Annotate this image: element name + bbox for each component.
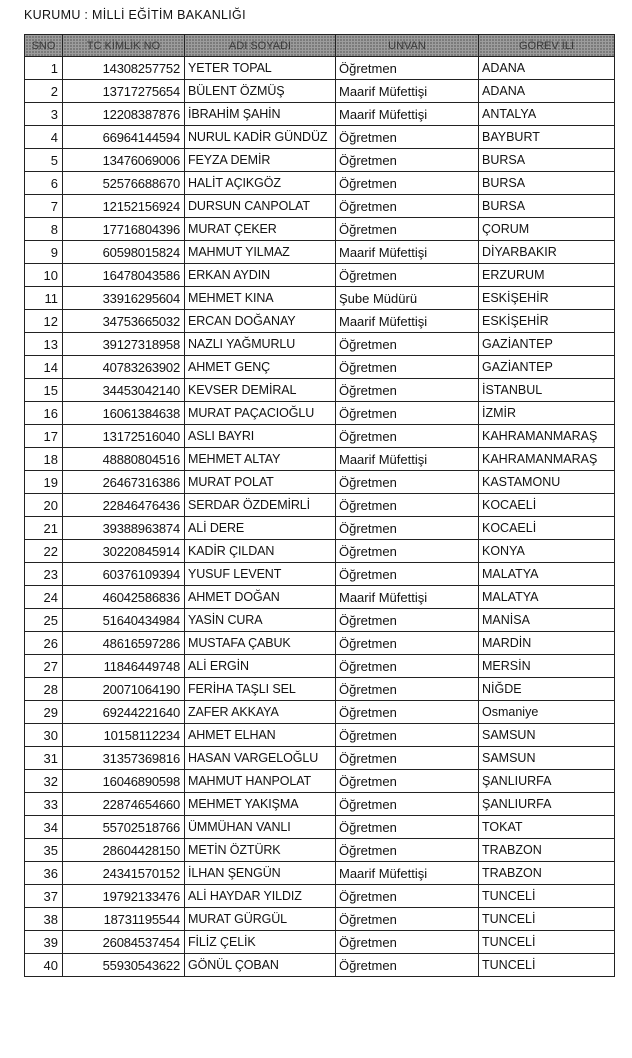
row-title: Öğretmen	[336, 954, 479, 977]
personnel-table	[24, 34, 615, 977]
row-title: Öğretmen	[336, 678, 479, 701]
row-province: BAYBURT	[479, 126, 615, 149]
row-full-name: MURAT PAÇACIOĞLU	[185, 402, 336, 425]
row-title: Öğretmen	[336, 218, 479, 241]
row-sno: 34	[25, 816, 63, 839]
row-province: NİĞDE	[479, 678, 615, 701]
row-full-name: METİN ÖZTÜRK	[185, 839, 336, 862]
row-full-name: FERİHA TAŞLI SEL	[185, 678, 336, 701]
row-province: KOCAELİ	[479, 517, 615, 540]
row-tc-no: 48616597286	[63, 632, 185, 655]
row-full-name: FİLİZ ÇELİK	[185, 931, 336, 954]
row-title: Öğretmen	[336, 494, 479, 517]
row-sno: 13	[25, 333, 63, 356]
table-row	[25, 57, 615, 80]
row-province: GAZİANTEP	[479, 356, 615, 379]
row-title: Öğretmen	[336, 839, 479, 862]
table-row	[25, 448, 615, 471]
row-province: TUNCELİ	[479, 885, 615, 908]
row-province: ADANA	[479, 57, 615, 80]
table-row	[25, 908, 615, 931]
table-row	[25, 770, 615, 793]
table-row	[25, 747, 615, 770]
row-title: Şube Müdürü	[336, 287, 479, 310]
table-row	[25, 195, 615, 218]
row-full-name: AHMET ELHAN	[185, 724, 336, 747]
header-province: GÖREV İLİ	[479, 35, 615, 57]
row-province: MERSİN	[479, 655, 615, 678]
row-tc-no: 16061384638	[63, 402, 185, 425]
row-province: ANTALYA	[479, 103, 615, 126]
row-tc-no: 13172516040	[63, 425, 185, 448]
row-full-name: DURSUN CANPOLAT	[185, 195, 336, 218]
row-province: ADANA	[479, 80, 615, 103]
table-row	[25, 471, 615, 494]
row-sno: 5	[25, 149, 63, 172]
row-province: SAMSUN	[479, 747, 615, 770]
table-row	[25, 310, 615, 333]
table-row	[25, 678, 615, 701]
row-province: KONYA	[479, 540, 615, 563]
row-sno: 32	[25, 770, 63, 793]
row-title: Öğretmen	[336, 747, 479, 770]
row-title: Öğretmen	[336, 701, 479, 724]
row-full-name: ASLI BAYRI	[185, 425, 336, 448]
row-full-name: AHMET DOĞAN	[185, 586, 336, 609]
header-tc-no: TC KİMLİK NO	[63, 35, 185, 57]
row-province: İZMİR	[479, 402, 615, 425]
row-tc-no: 34453042140	[63, 379, 185, 402]
row-province: TRABZON	[479, 839, 615, 862]
row-tc-no: 19792133476	[63, 885, 185, 908]
row-sno: 20	[25, 494, 63, 517]
table-row	[25, 954, 615, 977]
row-full-name: KEVSER DEMİRAL	[185, 379, 336, 402]
row-title: Öğretmen	[336, 816, 479, 839]
row-tc-no: 18731195544	[63, 908, 185, 931]
row-full-name: MEHMET ALTAY	[185, 448, 336, 471]
row-sno: 36	[25, 862, 63, 885]
row-tc-no: 52576688670	[63, 172, 185, 195]
row-full-name: MAHMUT YILMAZ	[185, 241, 336, 264]
row-sno: 40	[25, 954, 63, 977]
row-tc-no: 46042586836	[63, 586, 185, 609]
row-sno: 39	[25, 931, 63, 954]
row-province: BURSA	[479, 172, 615, 195]
row-sno: 11	[25, 287, 63, 310]
row-full-name: MEHMET KINA	[185, 287, 336, 310]
row-sno: 2	[25, 80, 63, 103]
row-sno: 25	[25, 609, 63, 632]
table-row	[25, 287, 615, 310]
table-row	[25, 218, 615, 241]
row-sno: 26	[25, 632, 63, 655]
row-full-name: YASİN CURA	[185, 609, 336, 632]
table-row	[25, 333, 615, 356]
row-province: BURSA	[479, 195, 615, 218]
row-full-name: MEHMET YAKIŞMA	[185, 793, 336, 816]
row-province: TUNCELİ	[479, 931, 615, 954]
row-province: MARDİN	[479, 632, 615, 655]
row-province: ŞANLIURFA	[479, 793, 615, 816]
row-sno: 38	[25, 908, 63, 931]
row-sno: 9	[25, 241, 63, 264]
row-sno: 19	[25, 471, 63, 494]
row-tc-no: 40783263902	[63, 356, 185, 379]
table-row	[25, 149, 615, 172]
table-row	[25, 931, 615, 954]
row-province: DİYARBAKIR	[479, 241, 615, 264]
row-tc-no: 55702518766	[63, 816, 185, 839]
table-row	[25, 724, 615, 747]
table-row	[25, 379, 615, 402]
row-sno: 24	[25, 586, 63, 609]
row-full-name: MURAT ÇEKER	[185, 218, 336, 241]
table-row	[25, 356, 615, 379]
table-row	[25, 885, 615, 908]
table-row	[25, 425, 615, 448]
row-title: Öğretmen	[336, 471, 479, 494]
row-province: TRABZON	[479, 862, 615, 885]
row-sno: 33	[25, 793, 63, 816]
row-sno: 3	[25, 103, 63, 126]
header-row	[25, 35, 615, 57]
row-title: Öğretmen	[336, 655, 479, 678]
table-row	[25, 402, 615, 425]
row-title: Öğretmen	[336, 402, 479, 425]
row-province: ERZURUM	[479, 264, 615, 287]
row-title: Öğretmen	[336, 540, 479, 563]
row-full-name: GÖNÜL ÇOBAN	[185, 954, 336, 977]
row-sno: 28	[25, 678, 63, 701]
row-full-name: YUSUF LEVENT	[185, 563, 336, 586]
row-province: GAZİANTEP	[479, 333, 615, 356]
row-full-name: ZAFER AKKAYA	[185, 701, 336, 724]
row-title: Öğretmen	[336, 793, 479, 816]
table-row	[25, 793, 615, 816]
row-title: Maarif Müfettişi	[336, 448, 479, 471]
row-tc-no: 17716804396	[63, 218, 185, 241]
table-row	[25, 264, 615, 287]
row-province: BURSA	[479, 149, 615, 172]
table-row	[25, 816, 615, 839]
row-sno: 14	[25, 356, 63, 379]
row-sno: 12	[25, 310, 63, 333]
row-title: Öğretmen	[336, 885, 479, 908]
row-tc-no: 24341570152	[63, 862, 185, 885]
row-sno: 31	[25, 747, 63, 770]
row-sno: 37	[25, 885, 63, 908]
row-province: KAHRAMANMARAŞ	[479, 425, 615, 448]
row-title: Maarif Müfettişi	[336, 586, 479, 609]
row-title: Öğretmen	[336, 264, 479, 287]
row-full-name: ERCAN DOĞANAY	[185, 310, 336, 333]
row-title: Öğretmen	[336, 908, 479, 931]
row-full-name: İBRAHİM ŞAHİN	[185, 103, 336, 126]
row-tc-no: 12208387876	[63, 103, 185, 126]
table-row	[25, 655, 615, 678]
row-province: SAMSUN	[479, 724, 615, 747]
table-row	[25, 80, 615, 103]
row-tc-no: 39127318958	[63, 333, 185, 356]
row-full-name: KADİR ÇILDAN	[185, 540, 336, 563]
row-title: Öğretmen	[336, 563, 479, 586]
row-province: TUNCELİ	[479, 908, 615, 931]
table-row	[25, 241, 615, 264]
row-full-name: AHMET GENÇ	[185, 356, 336, 379]
table-row	[25, 701, 615, 724]
row-title: Öğretmen	[336, 356, 479, 379]
row-full-name: HASAN VARGELOĞLU	[185, 747, 336, 770]
row-sno: 8	[25, 218, 63, 241]
row-full-name: NAZLI YAĞMURLU	[185, 333, 336, 356]
row-title: Maarif Müfettişi	[336, 310, 479, 333]
row-sno: 21	[25, 517, 63, 540]
row-title: Öğretmen	[336, 517, 479, 540]
table-row	[25, 540, 615, 563]
row-sno: 6	[25, 172, 63, 195]
row-title: Maarif Müfettişi	[336, 80, 479, 103]
row-sno: 30	[25, 724, 63, 747]
row-province: ÇORUM	[479, 218, 615, 241]
table-row	[25, 862, 615, 885]
row-full-name: ÜMMÜHAN VANLI	[185, 816, 336, 839]
row-tc-no: 48880804516	[63, 448, 185, 471]
row-full-name: ALİ HAYDAR YILDIZ	[185, 885, 336, 908]
row-tc-no: 60598015824	[63, 241, 185, 264]
row-province: TUNCELİ	[479, 954, 615, 977]
row-province: Osmaniye	[479, 701, 615, 724]
row-sno: 1	[25, 57, 63, 80]
row-title: Öğretmen	[336, 425, 479, 448]
table-row	[25, 103, 615, 126]
row-full-name: HALİT AÇIKGÖZ	[185, 172, 336, 195]
row-full-name: MUSTAFA ÇABUK	[185, 632, 336, 655]
row-tc-no: 31357369816	[63, 747, 185, 770]
row-tc-no: 66964144594	[63, 126, 185, 149]
row-sno: 22	[25, 540, 63, 563]
row-title: Öğretmen	[336, 149, 479, 172]
row-tc-no: 22846476436	[63, 494, 185, 517]
row-title: Maarif Müfettişi	[336, 103, 479, 126]
row-sno: 10	[25, 264, 63, 287]
row-full-name: ERKAN AYDIN	[185, 264, 336, 287]
row-full-name: İLHAN ŞENGÜN	[185, 862, 336, 885]
row-title: Maarif Müfettişi	[336, 241, 479, 264]
row-province: KASTAMONU	[479, 471, 615, 494]
row-full-name: SERDAR ÖZDEMİRLİ	[185, 494, 336, 517]
row-title: Öğretmen	[336, 195, 479, 218]
row-full-name: MURAT POLAT	[185, 471, 336, 494]
row-tc-no: 34753665032	[63, 310, 185, 333]
row-sno: 18	[25, 448, 63, 471]
row-full-name: FEYZA DEMİR	[185, 149, 336, 172]
row-full-name: YETER TOPAL	[185, 57, 336, 80]
header-full-name: ADI SOYADI	[185, 35, 336, 57]
row-sno: 27	[25, 655, 63, 678]
row-province: TOKAT	[479, 816, 615, 839]
row-tc-no: 28604428150	[63, 839, 185, 862]
table-row	[25, 632, 615, 655]
row-sno: 23	[25, 563, 63, 586]
row-title: Öğretmen	[336, 609, 479, 632]
row-sno: 29	[25, 701, 63, 724]
row-full-name: NURUL KADİR GÜNDÜZ	[185, 126, 336, 149]
row-full-name: MAHMUT HANPOLAT	[185, 770, 336, 793]
row-tc-no: 33916295604	[63, 287, 185, 310]
row-tc-no: 30220845914	[63, 540, 185, 563]
row-full-name: BÜLENT ÖZMÜŞ	[185, 80, 336, 103]
row-sno: 17	[25, 425, 63, 448]
row-sno: 4	[25, 126, 63, 149]
row-full-name: MURAT GÜRGÜL	[185, 908, 336, 931]
row-full-name: ALİ DERE	[185, 517, 336, 540]
row-province: KAHRAMANMARAŞ	[479, 448, 615, 471]
table-row	[25, 126, 615, 149]
row-province: ESKİŞEHİR	[479, 287, 615, 310]
row-title: Öğretmen	[336, 931, 479, 954]
table-row	[25, 517, 615, 540]
row-tc-no: 51640434984	[63, 609, 185, 632]
header-sno: SNO	[25, 35, 63, 57]
row-tc-no: 16478043586	[63, 264, 185, 287]
row-tc-no: 26467316386	[63, 471, 185, 494]
row-tc-no: 26084537454	[63, 931, 185, 954]
row-title: Öğretmen	[336, 724, 479, 747]
row-sno: 16	[25, 402, 63, 425]
row-tc-no: 13476069006	[63, 149, 185, 172]
row-full-name: ALİ ERGİN	[185, 655, 336, 678]
row-tc-no: 13717275654	[63, 80, 185, 103]
table-body	[25, 57, 615, 977]
row-sno: 7	[25, 195, 63, 218]
table-row	[25, 586, 615, 609]
row-title: Öğretmen	[336, 172, 479, 195]
row-tc-no: 39388963874	[63, 517, 185, 540]
row-province: ŞANLIURFA	[479, 770, 615, 793]
row-sno: 35	[25, 839, 63, 862]
row-title: Öğretmen	[336, 126, 479, 149]
row-title: Öğretmen	[336, 57, 479, 80]
row-province: KOCAELİ	[479, 494, 615, 517]
institution-title: KURUMU : MİLLİ EĞİTİM BAKANLIĞI	[24, 8, 246, 22]
table-header	[25, 35, 615, 57]
row-title: Maarif Müfettişi	[336, 862, 479, 885]
table-row	[25, 494, 615, 517]
row-province: İSTANBUL	[479, 379, 615, 402]
table-row	[25, 839, 615, 862]
row-province: MALATYA	[479, 586, 615, 609]
row-tc-no: 16046890598	[63, 770, 185, 793]
row-tc-no: 55930543622	[63, 954, 185, 977]
row-province: ESKİŞEHİR	[479, 310, 615, 333]
row-tc-no: 22874654660	[63, 793, 185, 816]
row-tc-no: 69244221640	[63, 701, 185, 724]
row-tc-no: 11846449748	[63, 655, 185, 678]
row-title: Öğretmen	[336, 632, 479, 655]
table-row	[25, 172, 615, 195]
row-sno: 15	[25, 379, 63, 402]
row-tc-no: 10158112234	[63, 724, 185, 747]
header-title: UNVAN	[336, 35, 479, 57]
row-province: MALATYA	[479, 563, 615, 586]
row-tc-no: 12152156924	[63, 195, 185, 218]
row-title: Öğretmen	[336, 770, 479, 793]
row-province: MANİSA	[479, 609, 615, 632]
row-title: Öğretmen	[336, 379, 479, 402]
row-tc-no: 14308257752	[63, 57, 185, 80]
row-tc-no: 20071064190	[63, 678, 185, 701]
table-row	[25, 609, 615, 632]
row-title: Öğretmen	[336, 333, 479, 356]
row-tc-no: 60376109394	[63, 563, 185, 586]
table-row	[25, 563, 615, 586]
